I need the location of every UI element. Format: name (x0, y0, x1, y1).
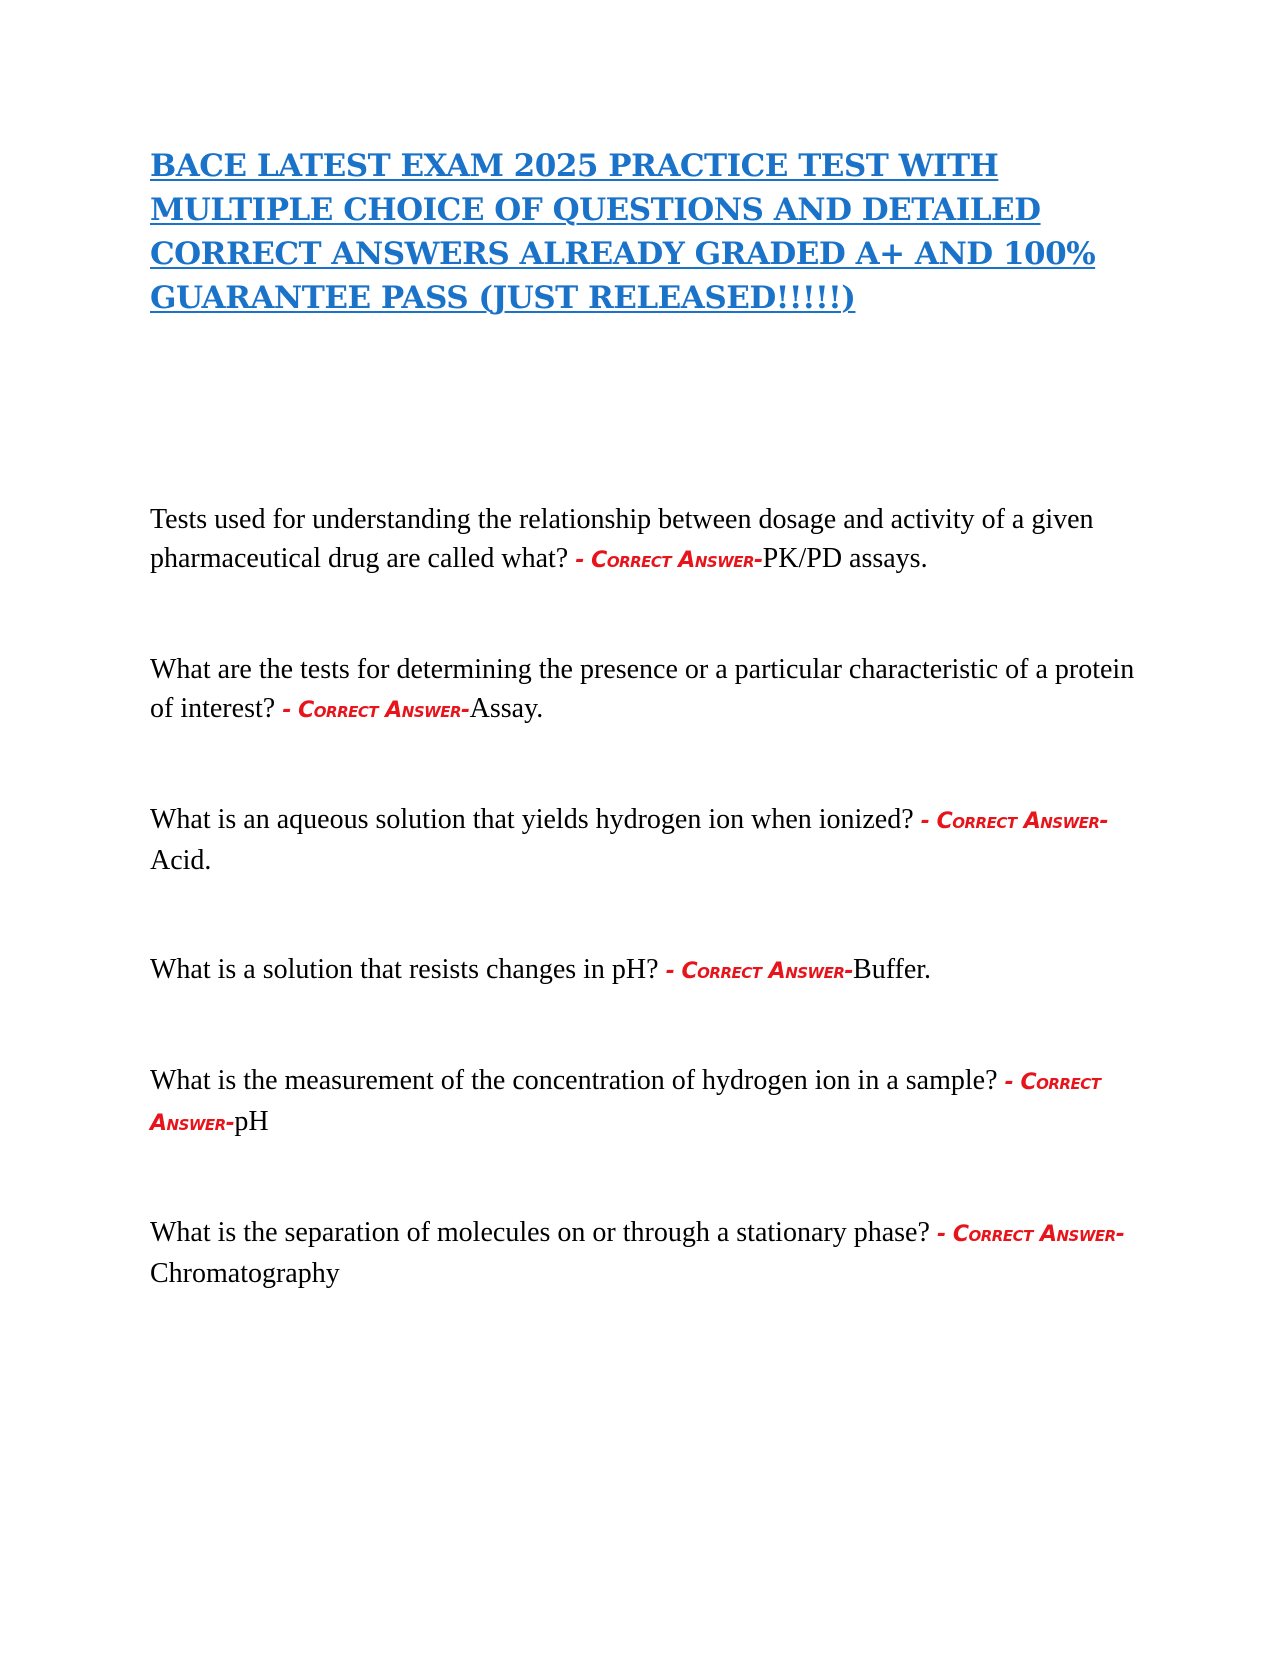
correct-answer-label: - Correct Answer- (913, 809, 1109, 834)
qa-item (150, 1213, 1140, 1293)
qa-item (150, 500, 1140, 580)
correct-answer-label: - Correct Answer- (929, 1222, 1125, 1247)
answer-text: Assay. (469, 693, 544, 724)
answer-text: pH (234, 1106, 269, 1137)
answer-text: Buffer. (853, 954, 932, 985)
question-text: What is an aqueous solution that yields hydrogen ion when ionized? (150, 804, 914, 835)
document-title-link[interactable]: BACE LATEST EXAM 2025 PRACTICE TEST WITH MULTIPLE CHOICE OF QUESTIONS AND DETAILED CORRECT ANSWERS ALREADY GRADED A+ AND 100% GUARANTEE PASS (JUST RELEASED!!!!!) (150, 148, 1096, 316)
answer-text: PK/PD assays. (762, 543, 928, 574)
qa-item (150, 1061, 1140, 1143)
correct-answer-label: - Correct Answer- (658, 959, 854, 984)
question-text: What is the separation of molecules on or through a stationary phase? (150, 1217, 930, 1248)
qa-item (150, 650, 1140, 730)
correct-answer-label: - Correct Answer- (150, 1070, 1101, 1136)
question-answer-list (150, 500, 1140, 1293)
correct-answer-label: - Correct Answer- (568, 548, 763, 573)
qa-item (150, 800, 1140, 880)
answer-text: Acid. (150, 845, 212, 876)
answer-text: Chromatography (150, 1258, 340, 1289)
qa-item (150, 950, 1140, 991)
question-text: Tests used for understanding the relationship between dosage and activity of a given pharmaceutical drug are called what? (150, 504, 1094, 574)
question-text: What is the measurement of the concentration of hydrogen ion in a sample? (150, 1065, 998, 1096)
question-text: What are the tests for determining the presence or a particular characteristic of a protein of interest? (150, 654, 1135, 724)
correct-answer-label: - Correct Answer- (275, 698, 470, 723)
question-text: What is a solution that resists changes in pH? (150, 954, 659, 985)
